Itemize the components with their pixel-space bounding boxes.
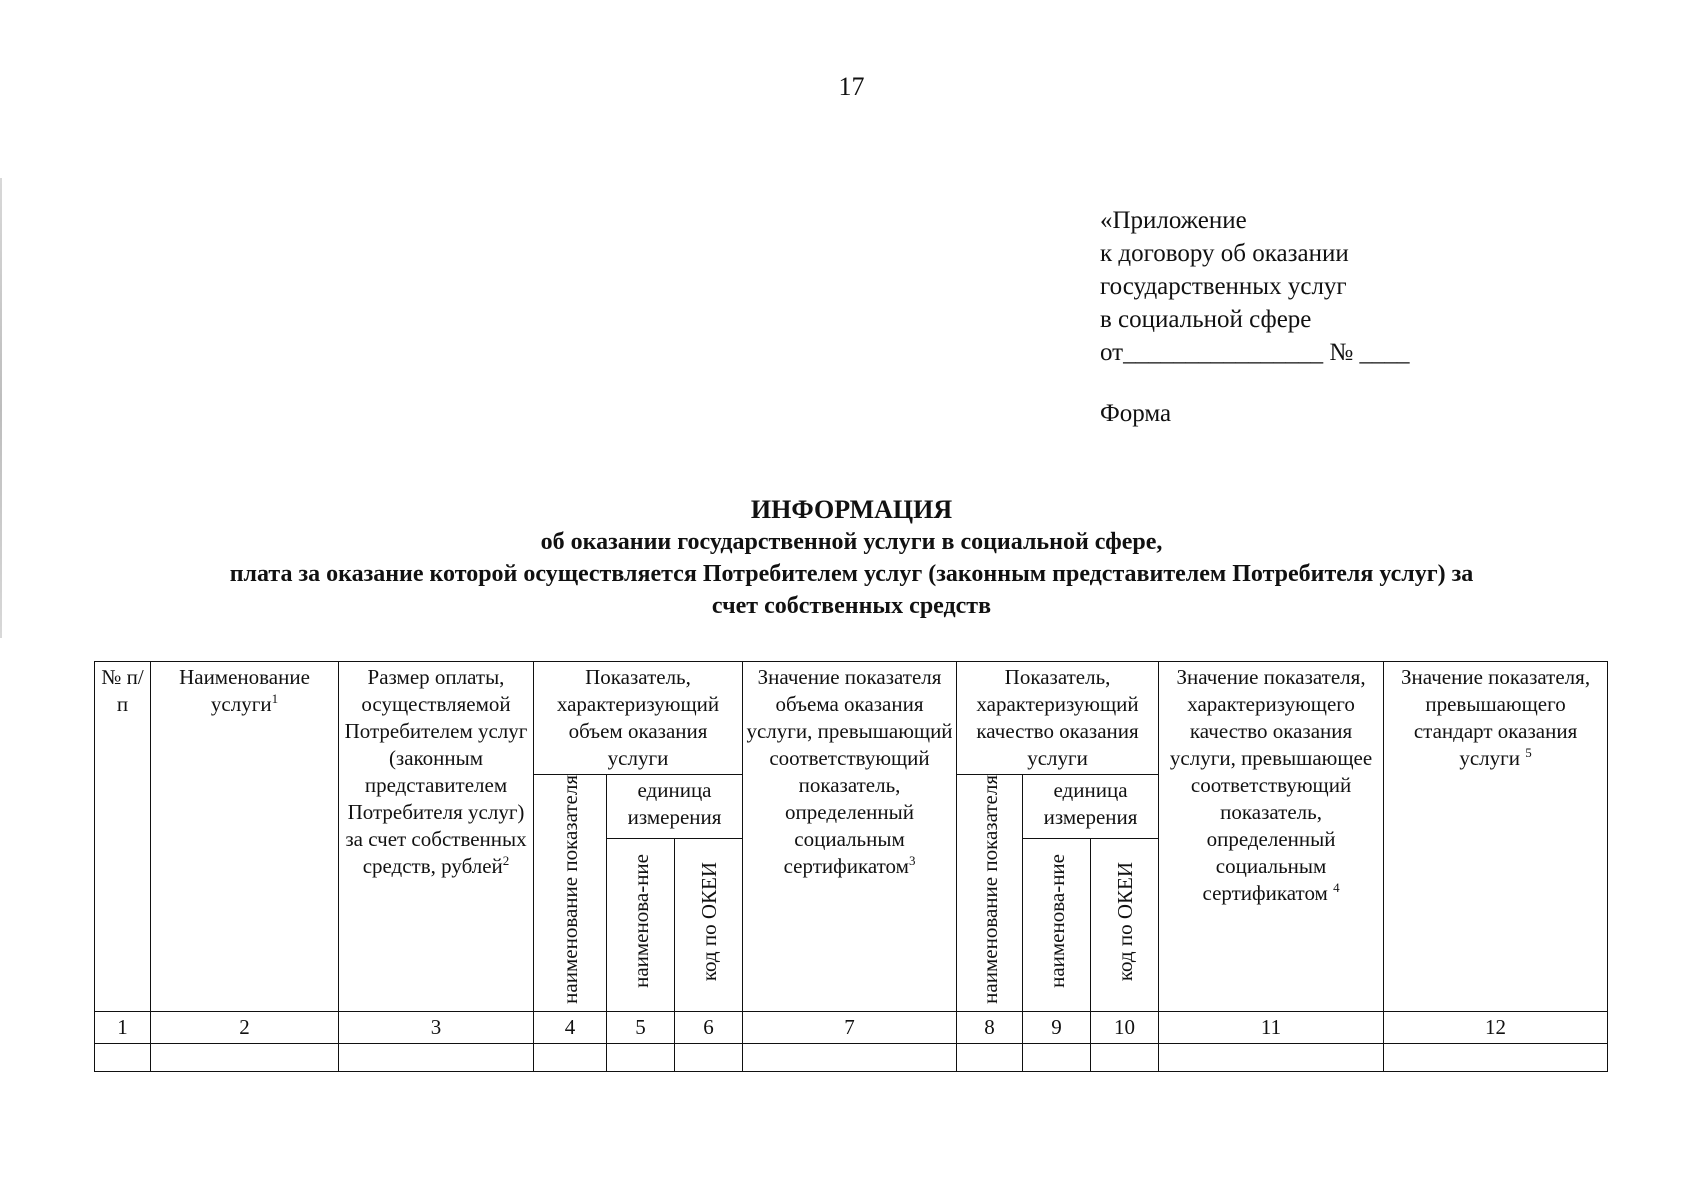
header-row [95,662,1608,775]
header-text: № п/п [101,665,144,716]
column-number-cell: 6 [675,1011,743,1043]
column-number-cell: 10 [1091,1011,1159,1043]
header-cell-standard-value [1384,662,1608,1012]
appendix-line: к договору об оказании [1100,240,1349,267]
empty-cell[interactable] [1023,1043,1091,1071]
header-cell-number [95,662,151,1012]
column-number-cell: 11 [1159,1011,1384,1043]
header-cell-quality-unit-name [1023,839,1091,1012]
header-text: Значение показателя объема оказания услуги, превышающий соответствующий показатель, определенный социальным сертификатом [746,665,953,878]
empty-cell[interactable] [339,1043,534,1071]
appendix-line: государственных услуг [1100,273,1347,300]
appendix-line: «Приложение [1100,207,1247,234]
header-text-vertical: наименова-ние [628,854,653,989]
empty-cell[interactable] [95,1043,151,1071]
header-text: Значение показателя, характеризующего качество оказания услуги, превышающее соответствующий показатель, определенный социальным сертификатом [1169,665,1373,905]
empty-cell[interactable] [607,1043,675,1071]
column-number-cell: 9 [1023,1011,1091,1043]
empty-cell[interactable] [743,1043,957,1071]
information-form-table [94,661,1608,1072]
header-cell-quality-indicator-name [957,775,1023,1012]
header-cell-volume-okei [675,839,743,1012]
document-subtitle-line: об оказании государственной услуги в социальной сфере, [540,529,1163,555]
empty-data-row [95,1043,1608,1071]
empty-cell[interactable] [957,1043,1023,1071]
footnote-marker: 2 [502,853,510,868]
appendix-block [1100,204,1520,369]
empty-cell[interactable] [1384,1043,1608,1071]
header-text: Размер оплаты, осуществляемой Потребителем услуг (законным представителем Потребителя услуг) за счет собственных средств, рублей [344,665,528,878]
column-number-cell: 2 [151,1011,339,1043]
header-text: Показатель, характеризующий объем оказания услуги [556,665,720,770]
footnote-marker: 5 [1525,745,1532,760]
scan-edge-shadow [0,178,2,638]
empty-cell[interactable] [1091,1043,1159,1071]
header-cell-quality-value [1159,662,1384,1012]
empty-cell[interactable] [675,1043,743,1071]
page-number: 17 [838,72,865,101]
header-cell-payment-amount [339,662,534,1012]
form-label: Форма [1100,400,1172,427]
header-cell-volume-indicator [534,662,743,775]
header-cell-volume-value [743,662,957,1012]
footnote-marker: 3 [908,853,916,868]
document-heading [90,494,1613,622]
footnote-marker: 1 [271,691,279,706]
document-title: ИНФОРМАЦИЯ [750,495,953,524]
header-text: Значение показателя, превышающего стандарт оказания услуги [1401,665,1591,770]
appendix-date-number-line: от________________ № ____ [1100,339,1410,366]
column-number-cell: 7 [743,1011,957,1043]
header-text-vertical: наименование показателя [977,775,1002,1004]
header-text-vertical: код по ОКЕИ [696,861,721,981]
column-number-cell: 1 [95,1011,151,1043]
header-cell-service-name [151,662,339,1012]
column-number-cell: 12 [1384,1011,1608,1043]
header-text: Показатель, характеризующий качество оказания услуги [976,665,1139,770]
document-subtitle-line: счет собственных средств [711,593,992,619]
column-number-row [95,1011,1608,1043]
header-text-vertical: код по ОКЕИ [1112,861,1137,981]
empty-cell[interactable] [151,1043,339,1071]
header-cell-volume-unit-name [607,839,675,1012]
header-cell-volume-indicator-name [534,775,607,1012]
header-cell-quality-indicator [957,662,1159,775]
footnote-marker: 4 [1333,880,1340,895]
header-cell-quality-okei [1091,839,1159,1012]
appendix-line: в социальной сфере [1100,306,1312,333]
empty-cell[interactable] [534,1043,607,1071]
column-number-cell: 5 [607,1011,675,1043]
header-text: единица измерения [1043,778,1138,829]
header-cell-quality-unit [1023,775,1159,839]
column-number-cell: 3 [339,1011,534,1043]
column-number-cell: 8 [957,1011,1023,1043]
document-subtitle-line: плата за оказание которой осуществляется Потребителем услуг (законным представителем Потребителя услуг) за [229,561,1474,587]
header-text-vertical: наименова-ние [1044,854,1069,989]
header-cell-volume-unit [607,775,743,839]
header-text-vertical: наименование показателя [558,775,582,1004]
header-text: единица измерения [627,778,722,829]
column-number-cell: 4 [534,1011,607,1043]
header-text: Наименование услуги [179,665,310,716]
empty-cell[interactable] [1159,1043,1384,1071]
